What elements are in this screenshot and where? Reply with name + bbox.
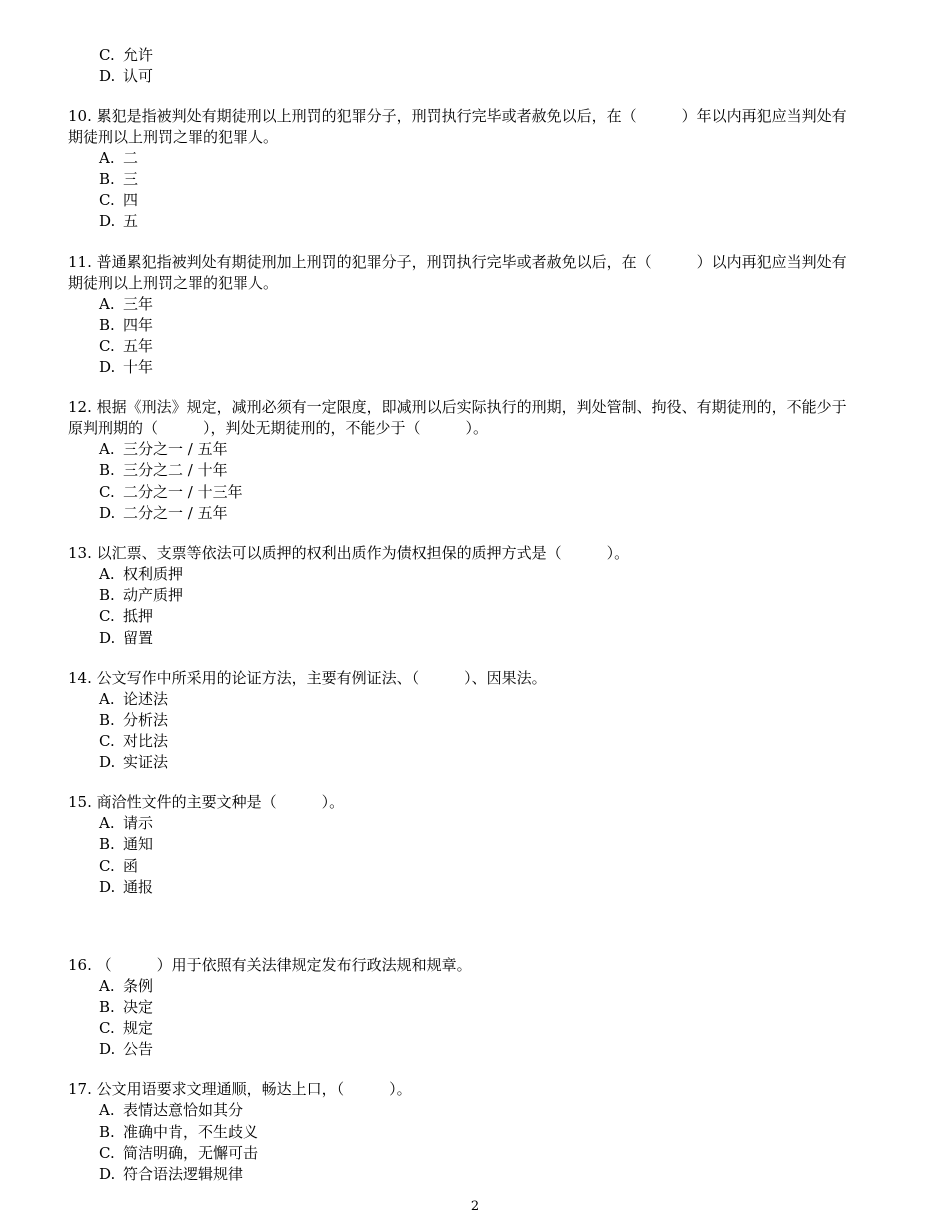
option-b: B. 通知 (99, 835, 154, 853)
option-c: C. 五年 (99, 337, 154, 355)
question-14: 14. 公文写作中所采用的论证方法，主要有例证法、（ ）、因果法。 (68, 669, 547, 687)
option-a: A. 二 (99, 149, 139, 167)
option-c: C. 简洁明确，无懈可击 (99, 1144, 259, 1162)
option-d: D. 五 (99, 212, 139, 230)
option-c: C. 允许 (99, 46, 154, 64)
option-b: B. 三分之二 / 十年 (99, 461, 228, 479)
option-b: B. 决定 (99, 998, 154, 1016)
question-12-line-1: 12. 根据《刑法》规定，减刑必须有一定限度，即减刑以后实际执行的刑期，判处管制、拘役、有期徒刑的，不能少于 (68, 398, 847, 416)
option-a: A. 权利质押 (99, 565, 184, 583)
option-a: A. 论述法 (99, 690, 169, 708)
option-a: A. 请示 (99, 814, 154, 832)
option-c: C. 对比法 (99, 732, 169, 750)
option-d: D. 公告 (99, 1040, 154, 1058)
question-11-line-1: 11. 普通累犯指被判处有期徒刑加上刑罚的犯罪分子，刑罚执行完毕或者赦免以后，在（ ）以内再犯应当判处有 (68, 253, 847, 271)
question-15: 15. 商洽性文件的主要文种是（ ）。 (68, 793, 345, 811)
option-d: D. 符合语法逻辑规律 (99, 1165, 244, 1183)
question-11-line-2: 期徒刑以上刑罚之罪的犯罪人。 (68, 274, 279, 292)
option-a: A. 三分之一 / 五年 (99, 440, 228, 458)
option-c: C. 规定 (99, 1019, 154, 1037)
page-number: 2 (470, 1199, 480, 1214)
option-a: A. 三年 (99, 295, 154, 313)
option-d: D. 通报 (99, 878, 154, 896)
option-c: C. 函 (99, 857, 139, 875)
option-d: D. 留置 (99, 629, 154, 647)
option-d: D. 实证法 (99, 753, 169, 771)
option-b: B. 动产质押 (99, 586, 184, 604)
option-d: D. 二分之一 / 五年 (99, 504, 228, 522)
option-c: C. 四 (99, 191, 139, 209)
option-c: C. 抵押 (99, 607, 154, 625)
question-10-line-1: 10. 累犯是指被判处有期徒刑以上刑罚的犯罪分子，刑罚执行完毕或者赦免以后，在（ ）年以内再犯应当判处有 (68, 107, 847, 125)
question-16: 16. （ ）用于依照有关法律规定发布行政法规和规章。 (68, 956, 472, 974)
question-17: 17. 公文用语要求文理通顺，畅达上口，（ ）。 (68, 1080, 412, 1098)
option-b: B. 四年 (99, 316, 154, 334)
option-b: B. 准确中肯，不生歧义 (99, 1123, 259, 1141)
option-b: B. 三 (99, 170, 139, 188)
option-d: D. 认可 (99, 67, 154, 85)
question-13: 13. 以汇票、支票等依法可以质押的权利出质作为债权担保的质押方式是（ ）。 (68, 544, 630, 562)
option-c: C. 二分之一 / 十三年 (99, 483, 243, 501)
question-10-line-2: 期徒刑以上刑罚之罪的犯罪人。 (68, 128, 279, 146)
option-a: A. 表情达意恰如其分 (99, 1101, 244, 1119)
question-12-line-2: 原判刑期的（ ），判处无期徒刑的，不能少于（ ）。 (68, 419, 489, 437)
option-d: D. 十年 (99, 358, 154, 376)
option-b: B. 分析法 (99, 711, 169, 729)
option-a: A. 条例 (99, 977, 154, 995)
